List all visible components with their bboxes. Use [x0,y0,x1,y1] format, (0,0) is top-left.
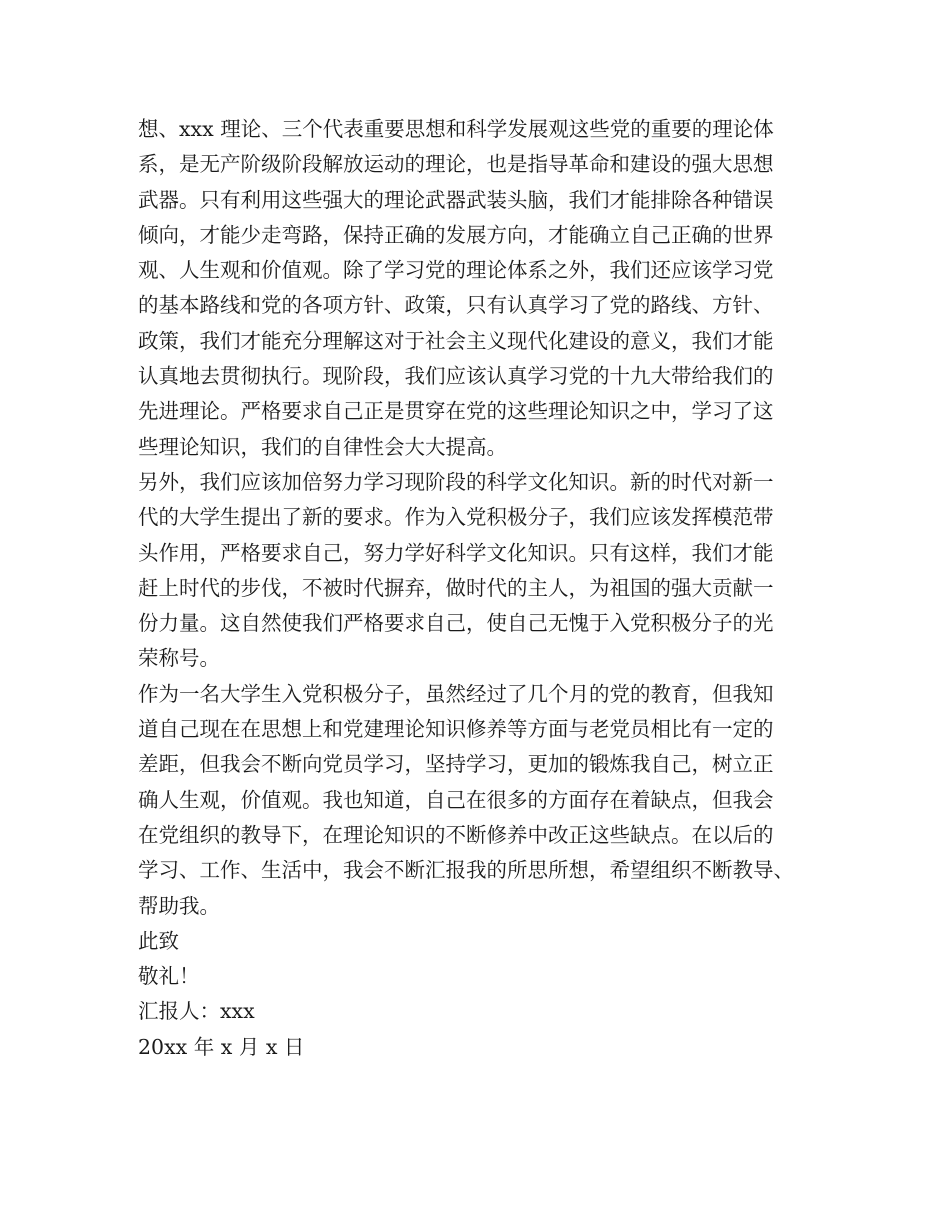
body-line: 倾向，才能少走弯路，保持正确的发展方向，才能确立自己正确的世界 [138,222,774,247]
body-line: 差距，但我会不断向党员学习，坚持学习，更加的锻炼我自己，树立正 [138,752,774,777]
body-line: 认真地去贯彻执行。现阶段，我们应该认真学习党的十九大带给我们的 [138,364,774,389]
closing-respect: 敬礼！ [138,964,200,989]
body-line: 想、xxx 理论、三个代表重要思想和科学发展观这些党的重要的理论体 [138,117,774,141]
body-line: 作为一名大学生入党积极分子，虽然经过了几个月的党的教育，但我知 [138,681,774,706]
body-line: 确人生观，价值观。我也知道，自己在很多的方面存在着缺点，但我会 [138,787,774,812]
body-line: 份力量。这自然使我们严格要求自己，使自己无愧于入党积极分子的光 [138,611,774,636]
body-line: 先进理论。严格要求自己正是贯穿在党的这些理论知识之中，学习了这 [138,399,774,424]
closing-salutation: 此致 [138,928,179,953]
body-line: 的基本路线和党的各项方针、政策，只有认真学习了党的路线、方针、 [138,293,774,318]
reporter-signature: 汇报人：xxx [138,999,255,1024]
body-line: 学习、工作、生活中，我会不断汇报我的所思所想，希望组织不断教导、 [138,858,794,883]
body-line: 头作用，严格要求自己，努力学好科学文化知识。只有这样，我们才能 [138,540,774,565]
report-date: 20xx 年 x 月 x 日 [138,1034,305,1059]
body-line: 观、人生观和价值观。除了学习党的理论体系之外，我们还应该学习党 [138,258,774,283]
body-line: 荣称号。 [138,646,220,671]
body-line: 帮助我。 [138,893,220,918]
body-line: 赶上时代的步伐，不被时代摒弃，做时代的主人，为祖国的强大贡献一 [138,575,774,600]
body-line: 武器。只有利用这些强大的理论武器武装头脑，我们才能排除各种错误 [138,187,774,212]
report-body [138,112,828,1065]
body-line: 些理论知识，我们的自律性会大大提高。 [138,434,507,459]
body-line: 在党组织的教导下，在理论知识的不断修养中改正这些缺点。在以后的 [138,822,774,847]
body-line: 系，是无产阶级阶段解放运动的理论，也是指导革命和建设的强大思想 [138,152,774,177]
body-line: 政策，我们才能充分理解这对于社会主义现代化建设的意义，我们才能 [138,328,774,353]
body-line: 代的大学生提出了新的要求。作为入党积极分子，我们应该发挥模范带 [138,505,774,530]
body-line: 道自己现在在思想上和党建理论知识修养等方面与老党员相比有一定的 [138,717,774,742]
body-line: 另外，我们应该加倍努力学习现阶段的科学文化知识。新的时代对新一 [138,469,774,494]
